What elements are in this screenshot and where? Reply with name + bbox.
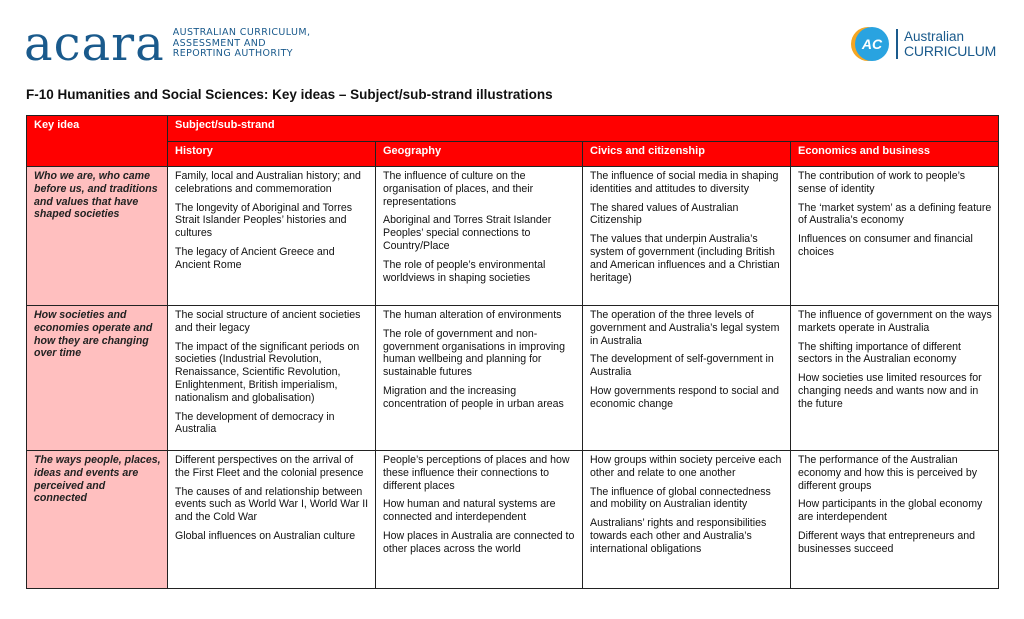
list-item: The values that underpin Australia’s system of government (including British and American influences and a Christian heritage): [590, 233, 780, 284]
list-item: Global influences on Australian culture: [175, 529, 356, 542]
list-item: How societies use limited resources for changing needs and wants now and in the future: [798, 372, 982, 410]
list-item: How participants in the global economy are interdependent: [798, 498, 983, 524]
economics-cell: [791, 451, 999, 589]
history-cell: [168, 167, 376, 306]
list-item: The ‘market system’ as a defining feature of Australia’s economy: [798, 201, 992, 227]
list-item: Australians’ rights and responsibilities towards each other and Australia’s international obligations: [590, 517, 767, 555]
list-item: People’s perceptions of places and how these influence their connections to different places: [383, 454, 570, 492]
civics-cell: [583, 451, 791, 589]
list-item: The influence of global connectedness and mobility on Australian identity: [590, 485, 771, 511]
list-item: Different ways that entrepreneurs and businesses succeed: [798, 529, 976, 555]
acara-logo: [24, 16, 311, 72]
header-subject-group: Subject/sub-strand: [168, 116, 999, 142]
key-idea-cell: The ways people, places, ideas and events are perceived and connected: [27, 451, 168, 589]
table-row: [27, 451, 999, 589]
list-item: The development of self-government in Australia: [590, 353, 774, 379]
list-item: The causes of and relationship between events such as World War I, World War II and the Cold War: [175, 485, 369, 524]
list-item: The role of people’s environmental worldviews in shaping societies: [383, 258, 546, 284]
key-idea-cell: How societies and economies operate and how they are changing over time: [27, 306, 168, 451]
list-item: The shared values of Australian Citizenship: [590, 201, 739, 227]
key-idea-cell: Who we are, who came before us, and traditions and values that have shaped societies: [27, 167, 168, 306]
list-item: Migration and the increasing concentration of people in urban areas: [383, 384, 564, 410]
list-item: How places in Australia are connected to other places across the world: [383, 529, 575, 555]
list-item: How governments respond to social and economic change: [590, 384, 780, 410]
australian-curriculum-logo: [855, 27, 996, 61]
key-ideas-table: [26, 115, 999, 589]
list-item: The influence of social media in shaping identities and attitudes to diversity: [590, 170, 779, 195]
geography-cell: [376, 451, 583, 589]
list-item: The longevity of Aboriginal and Torres Strait Islander Peoples’ histories and cultures: [175, 201, 353, 240]
history-cell: [168, 306, 376, 451]
list-item: The social structure of ancient societies and their legacy: [175, 309, 361, 334]
header-history: History: [168, 142, 376, 167]
acara-tagline-line: REPORTING AUTHORITY: [172, 48, 293, 60]
list-item: The human alteration of environments: [383, 309, 562, 321]
logo-divider: [896, 29, 898, 59]
list-item: How groups within society perceive each other and relate to one another: [590, 454, 782, 479]
civics-cell: [583, 167, 791, 306]
list-item: Different perspectives on the arrival of the First Fleet and the colonial presence: [175, 454, 364, 479]
table-row: [27, 167, 999, 306]
economics-cell: [791, 306, 999, 451]
civics-cell: [583, 306, 791, 451]
list-item: The performance of the Australian economy and how this is perceived by different groups: [798, 454, 978, 492]
list-item: The legacy of Ancient Greece and Ancient Rome: [175, 245, 335, 271]
acara-tagline-line: AUSTRALIAN CURRICULUM,: [172, 27, 311, 39]
ac-logo-text: [904, 30, 996, 58]
list-item: Aboriginal and Torres Strait Islander Peoples’ special connections to Country/Place: [383, 214, 552, 252]
list-item: Influences on consumer and financial choices: [798, 233, 973, 258]
list-item: The impact of the significant periods on societies (Industrial Revolution, Renaissance, Scientific Revolution, Enlightenment, British imperialism, nationalism and globalisation): [175, 340, 360, 404]
header-geography: Geography: [376, 142, 583, 167]
acara-tagline: [173, 28, 311, 60]
list-item: The operation of the three levels of government and Australia’s legal system in Australia: [590, 309, 780, 347]
list-item: The role of government and non-government organisations in improving human wellbeing and planning for sustainable futures: [383, 327, 565, 379]
list-item: Family, local and Australian history; and celebrations and commemoration: [175, 170, 361, 195]
list-item: How human and natural systems are connected and interdependent: [383, 498, 556, 524]
geography-cell: [376, 167, 583, 306]
list-item: The development of democracy in Australia: [175, 410, 335, 436]
list-item: The contribution of work to people’s sense of identity: [798, 170, 966, 195]
geography-cell: [376, 306, 583, 451]
list-item: The shifting importance of different sectors in the Australian economy: [798, 340, 961, 366]
history-cell: [168, 451, 376, 589]
table-row: [27, 306, 999, 451]
header-key-idea: Key idea: [27, 116, 168, 167]
list-item: The influence of government on the ways markets operate in Australia: [798, 309, 992, 334]
ac-badge-icon: AC: [855, 27, 889, 61]
header-civics: Civics and citizenship: [583, 142, 791, 167]
acara-wordmark: acara: [24, 16, 165, 72]
table-subheader-row: [27, 142, 999, 167]
document-title: F-10 Humanities and Social Sciences: Key ideas – Subject/sub-strand illustrations: [26, 87, 553, 102]
table-header-row: [27, 116, 999, 142]
ac-logo-line2: CURRICULUM: [904, 43, 997, 59]
acara-tagline-line: ASSESSMENT AND: [172, 37, 266, 49]
header-economics: Economics and business: [791, 142, 999, 167]
economics-cell: [791, 167, 999, 306]
list-item: The influence of culture on the organisation of places, and their representations: [383, 170, 534, 208]
ac-logo-line1: Australian: [904, 29, 965, 44]
